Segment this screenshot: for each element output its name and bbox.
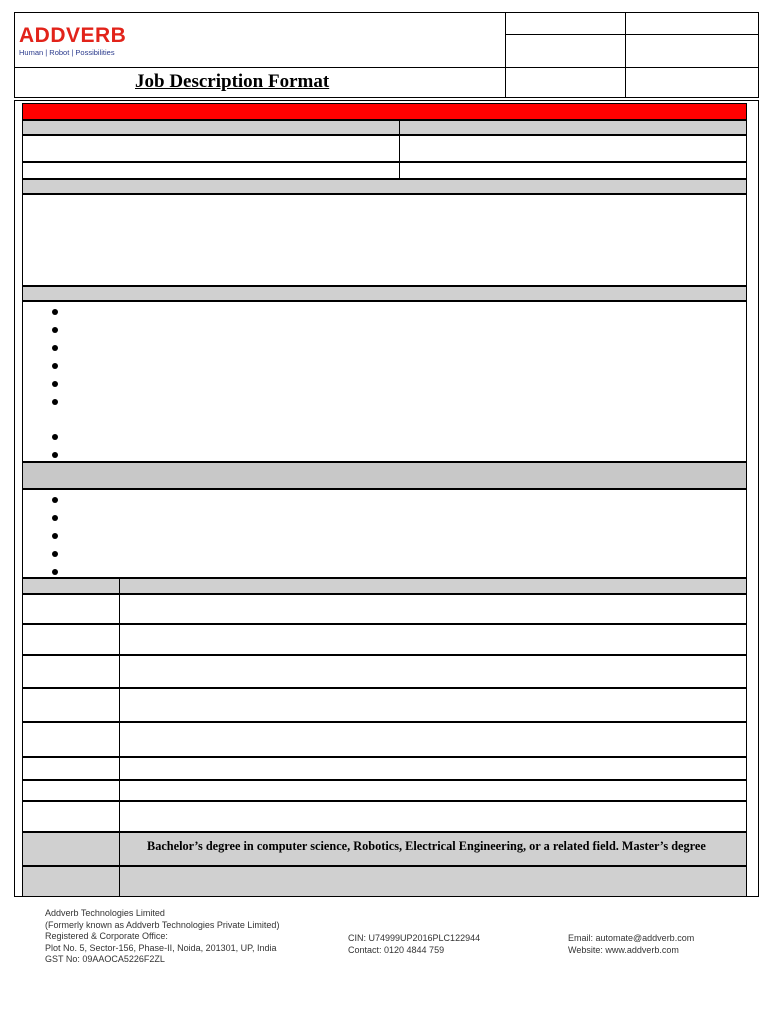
section-banner	[22, 103, 747, 120]
bullet-point	[52, 381, 58, 387]
page-title: Job Description Format	[135, 71, 330, 92]
bullet-point	[52, 533, 58, 539]
details-row[interactable]	[22, 866, 747, 897]
website[interactable]: Website: www.addverb.com	[568, 944, 679, 955]
bullet-point	[52, 515, 58, 521]
formerly-known-as: (Formerly known as Addverb Technologies Private Limited)	[45, 919, 280, 930]
bullet-point	[52, 569, 58, 575]
job-description-form	[14, 100, 759, 897]
field-value-row[interactable]	[22, 135, 747, 162]
footer-registration	[348, 933, 480, 956]
email[interactable]: Email: automate@addverb.com	[568, 933, 695, 943]
header-divider	[625, 13, 626, 97]
column-divider	[119, 758, 120, 779]
field-value-row[interactable]	[22, 162, 747, 179]
details-row[interactable]	[22, 655, 747, 688]
bullet-point	[52, 363, 58, 369]
column-divider	[119, 867, 120, 896]
responsibilities-list[interactable]	[22, 301, 747, 462]
bullet-point	[52, 309, 58, 315]
details-row[interactable]	[22, 624, 747, 655]
column-divider	[119, 833, 120, 865]
column-divider	[399, 136, 400, 161]
logo-brand: ADDVERB	[19, 24, 127, 47]
bullet-point	[52, 327, 58, 333]
bullet-point	[52, 434, 58, 440]
bullet-point	[52, 551, 58, 557]
column-divider	[399, 163, 400, 178]
column-divider	[119, 595, 120, 623]
column-divider	[399, 121, 400, 134]
details-row[interactable]	[22, 594, 747, 624]
contact-number: Contact: 0120 4844 759	[348, 944, 445, 955]
responsibilities-header	[22, 286, 747, 301]
gst-number: GST No: 09AAOCA5226F2ZL	[45, 954, 165, 964]
header-divider	[505, 34, 758, 35]
footer-address	[45, 908, 279, 966]
column-divider	[119, 625, 120, 654]
summary-box[interactable]	[22, 194, 747, 286]
summary-header	[22, 179, 747, 194]
column-divider	[119, 579, 120, 593]
qualification-text: Bachelor’s degree in computer science, Robotics, Electrical Engineering, or a related field. Master’s degree	[147, 839, 706, 853]
cin-number: CIN: U74999UP2016PLC122944	[348, 933, 481, 943]
details-row[interactable]	[22, 757, 747, 780]
company-logo	[19, 25, 126, 58]
field-header-row	[22, 120, 747, 135]
document-header	[14, 12, 759, 98]
bullet-point	[52, 345, 58, 351]
footer-contact	[568, 933, 694, 956]
column-divider	[119, 656, 120, 687]
skills-header	[22, 462, 747, 489]
bullet-point	[52, 452, 58, 458]
header-divider	[505, 13, 506, 97]
skills-list[interactable]	[22, 489, 747, 578]
company-name: Addverb Technologies Limited	[45, 908, 165, 918]
details-row[interactable]	[22, 780, 747, 801]
details-row[interactable]	[22, 801, 747, 832]
bullet-point	[52, 497, 58, 503]
address: Plot No. 5, Sector-156, Phase-II, Noida, 201301, UP, India	[45, 942, 277, 953]
logo-tagline: Human | Robot | Possibilities	[19, 48, 115, 57]
office-label: Registered & Corporate Office:	[45, 931, 168, 941]
column-divider	[119, 723, 120, 756]
details-row[interactable]	[22, 722, 747, 757]
details-row[interactable]	[22, 688, 747, 722]
column-divider	[119, 781, 120, 800]
column-divider	[119, 802, 120, 831]
details-header-row	[22, 578, 747, 594]
header-divider	[15, 67, 758, 68]
column-divider	[119, 689, 120, 721]
bullet-point	[52, 399, 58, 405]
